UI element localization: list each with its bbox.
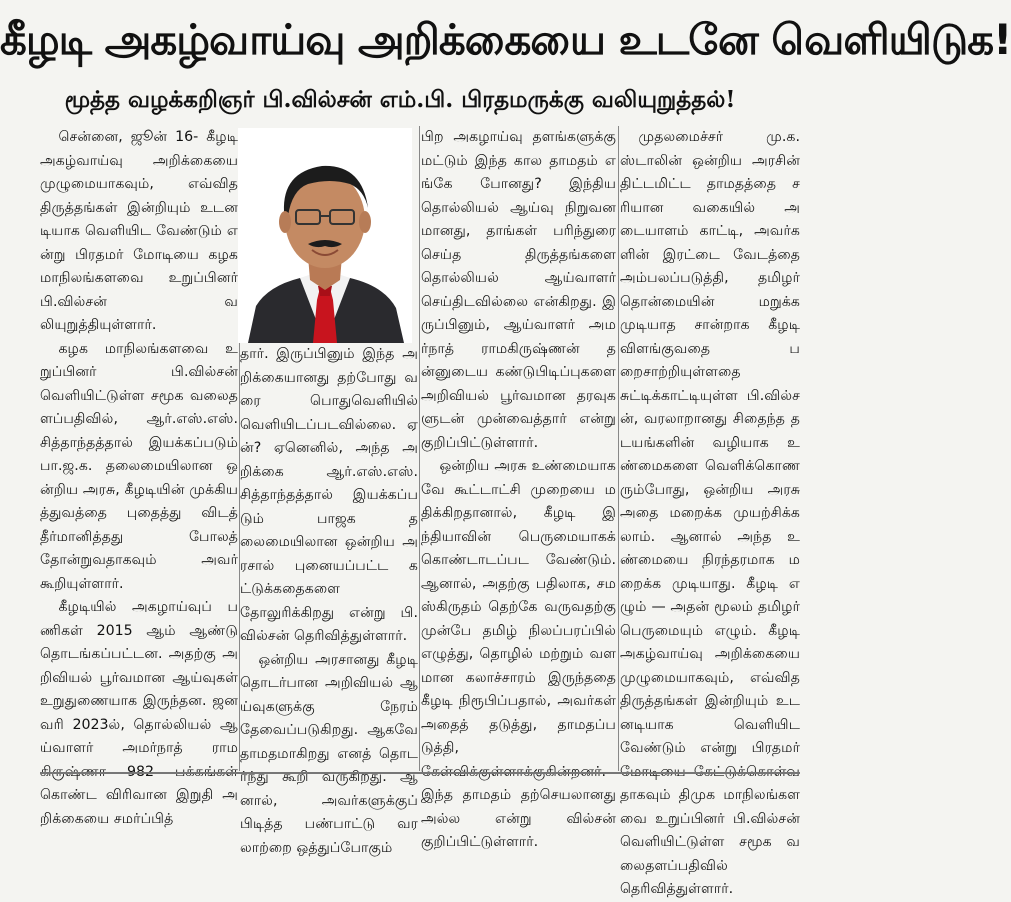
- paragraph: ஒன்றிய அரசு உண்மையாகவே கூட்டாட்சி முறையை மதிக்கிறதானால், கீழடி இந்தியாவின் பெருமையாகக் கொண்டாடப்பட வேண்டும். ஆனால், அதற்கு பதிலாக, சமஸ்கிருதம் தெற்கே வருவதற்கு முன்பே தமிழ் நிலப்பரப்பில் எழுத்து, தொழில் மற்றும் வளமான கலாச்சாரம் இருந்ததை கீழடி நிரூபிப்பதால், அவர்கள் அதைத் தடுத்து, தாமதப்படுத்தி, கேள்விக்குள்ளாக்குகின்றனர். இந்த தாமதம் தற்செயலானது அல்ல என்று வில்சன் குறிப்பிட்டுள்ளார்.: [421, 458, 616, 850]
- article-column-2: [240, 343, 418, 856]
- column-rule: [618, 126, 619, 771]
- article-column-3: [421, 126, 616, 850]
- subheadline: மூத்த வழக்கறிஞர் பி.வில்சன் எம்.பி. பிரதமருக்கு வலியுறுத்தல்!: [64, 86, 736, 113]
- column-rule: [239, 343, 240, 771]
- paragraph: ஒன்றிய அரசானது கீழடி தொடர்பான அறிவியல் ஆய்வுகளுக்கு நேரம் தேவைப்படுகிறது. ஆகவே தாமதமாகிறது எனத் தொடர்ந்து கூறி வருகிறது. ஆனால், அவர்களுக்குப் பிடித்த பண்பாட்டு வரலாற்றை ஒத்துப்போகும்: [240, 651, 418, 856]
- bottom-rule: [40, 772, 800, 774]
- paragraph: சென்னை, ஜூன் 16- கீழடி அகழ்வாய்வு அறிக்கையை முழுமையாகவும், எவ்வித திருத்தங்கள் இன்றியும் உடனடியாக வெளியிட வேண்டும் என்று பிரதமர் மோடியை கழக மாநிலங்களவை உறுப்பினர் பி.வில்சன் வலியுறுத்தியுள்ளார்.: [40, 129, 238, 333]
- paragraph: கழக மாநிலங்களவை உறுப்பினர் பி.வில்சன் வெளியிட்டுள்ள சமூக வலைதளப்பதிவில், ஆர்.எஸ்.எஸ். சித்தாந்தத்தால் இயக்கப்படும் பா.ஜ.க. தலைமையிலான ஒன்றிய அரசு, கீழடியின் முக்கியத்துவத்தை புதைத்து விடத் தீர்மானித்தது போலத் தோன்றுவதாகவும் அவர் கூறியுள்ளார்.: [40, 340, 238, 592]
- article-column-4: [620, 126, 800, 897]
- paragraph: பிற அகழாய்வு தளங்களுக்கு மட்டும் இந்த கால தாமதம் எங்கே போனது? இந்திய தொல்லியல் ஆய்வு நிறுவனமானது, தாங்கள் பரிந்துரை செய்த திருத்தங்களை தொல்லியல் ஆய்வாளர் செய்திடவில்லை என்கிறது. இருப்பினும், ஆய்வாளர் அமர்நாத் ராமகிருஷ்ணன் தன்னுடைய கண்டுபிடிப்புகளை அறிவியல் பூர்வமான தரவுகளுடன் முன்வைத்தார் என்று குறிப்பிட்டுள்ளார்.: [421, 129, 616, 451]
- paragraph: முதலமைச்சர் மு.க.ஸ்டாலின் ஒன்றிய அரசின் திட்டமிட்ட தாமதத்தை சரியான வகையில் அடையாளம் காட்டி, அவர்களின் இரட்டை வேடத்தை அம்பலப்படுத்தி, தமிழர் தொன்மையின் மறுக்க முடியாத சான்றாக கீழடி விளங்குவதை பறைசாற்றியுள்ளதை சுட்டிக்காட்டியுள்ள பி.வில்சன், வரலாறானது சிதைந்த தடயங்களின் வழியாக உண்மைகளை வெளிக்கொணரும்போது, ஒன்றிய அரசு அதை மறைக்க முயற்சிக்கலாம். ஆனால் அந்த உண்மையை நிரந்தரமாக மறைக்க முடியாது. கீழடி எழும் — அதன் மூலம் தமிழர் பெருமையும் எழும். கீழடி அகழ்வாய்வு அறிக்கையை முழுமையாகவும், எவ்வித திருத்தங்கள் இன்றியும் உடனடியாக வெளியிட வேண்டும் என்று பிரதமர் மோடியை கேட்டுக்கொள்வதாகவும் திமுக மாநிலங்களவை உறுப்பினர் பி.வில்சன் வெளியிட்டுள்ள சமூக வலைதளப்பதிவில் தெரிவித்துள்ளார்.: [620, 129, 800, 897]
- paragraph: தார். இருப்பினும் இந்த அறிக்கையானது தற்போது வரை பொதுவெளியில் வெளியிடப்படவில்லை. ஏன்? ஏனெனில், அந்த அறிக்கை ஆர்.எஸ்.எஸ். சித்தாந்தத்தால் இயக்கப்படும் பாஜக தலைமையிலான ஒன்றிய அரசால் புனையப்பட்ட கட்டுக்கதைகளை தோலுரிக்கிறது என்று பி.வில்சன் தெரிவித்துள்ளார்.: [240, 346, 418, 644]
- portrait-photo: [238, 128, 412, 343]
- article-column-1: [40, 126, 238, 827]
- portrait-illustration: [238, 128, 412, 343]
- paragraph: கீழடியில் அகழாய்வுப் பணிகள் 2015 ஆம் ஆண்டு தொடங்கப்பட்டன. அதற்கு அறிவியல் பூர்வமான ஆய்வுகள் உறுதுணையாக இருந்தன. ஜனவரி 2023ல், தொல்லியல் ஆய்வாளர் அமர்நாத் ராமகிருஷ்ணா 982 பக்கங்கள் கொண்ட விரிவான இறுதி அறிக்கையை சமர்ப்பித்: [40, 599, 238, 827]
- column-rule: [419, 126, 420, 771]
- headline: கீழடி அகழ்வாய்வு அறிக்கையை உடனே வெளியிடுக!: [0, 15, 1011, 64]
